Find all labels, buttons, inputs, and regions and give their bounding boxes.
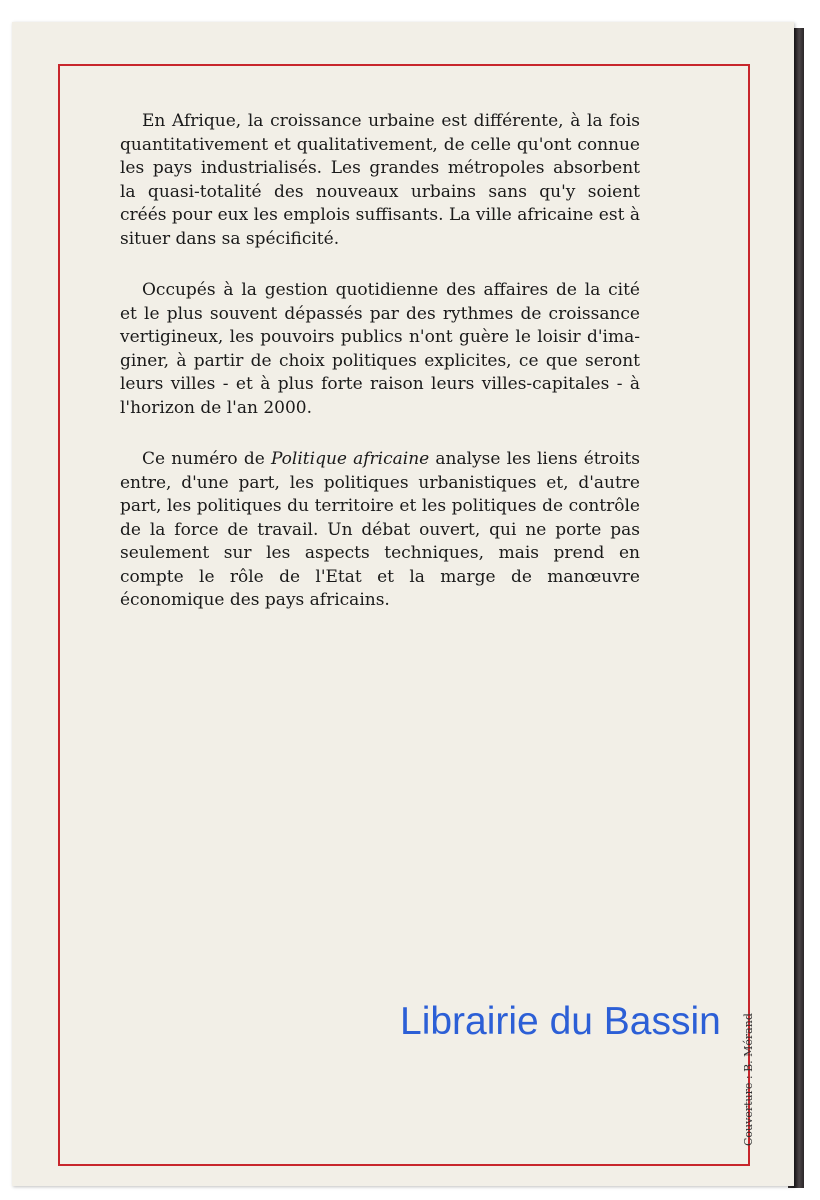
blurb-paragraph-3 [120,448,640,613]
paragraph-3-intro: Ce numéro de [142,449,271,469]
journal-title: Politique africaine [270,449,430,469]
blurb-text [120,110,640,641]
paragraph-3-body: analyse les liens étroits entre, d'une part, les politiques urbanistiques et, d'autre part, les politiques du territoire et les politiques de contrôle de la force de travail. Un débat ouvert, qui ne porte pas seulement sur les aspects techniques, mais prend en compte le rôle de l'Etat et la marge de manœuvre économique des pays africains. [120,449,640,610]
blurb-paragraph-1: En Afrique, la croissance urbaine est différente, à la fois quantitativement et qualitativement, de celle qu'ont connue les pays industrialisés. Les grandes métropoles absorbent la quasi-totalité des nouveaux urbains sans qu'y soient créés pour eux les emplois suffisants. La ville africaine est à situer dans sa spécificité. [120,111,640,249]
bookstore-watermark: Librairie du Bassin [400,1000,721,1043]
blurb-paragraph-2: Occupés à la gestion quotidienne des affaires de la cité et le plus souvent dépassés par des rythmes de croissance vertigineux, les pouvoirs publics n'ont guère le loisir d'imaginer, à partir de choix politiques explicites, ce que seront leurs villes - et à plus forte raison leurs villes-capitales - à l'horizon de l'an 2000. [120,280,640,418]
cover-credit: Couverture : B. Mérand [742,1013,755,1146]
